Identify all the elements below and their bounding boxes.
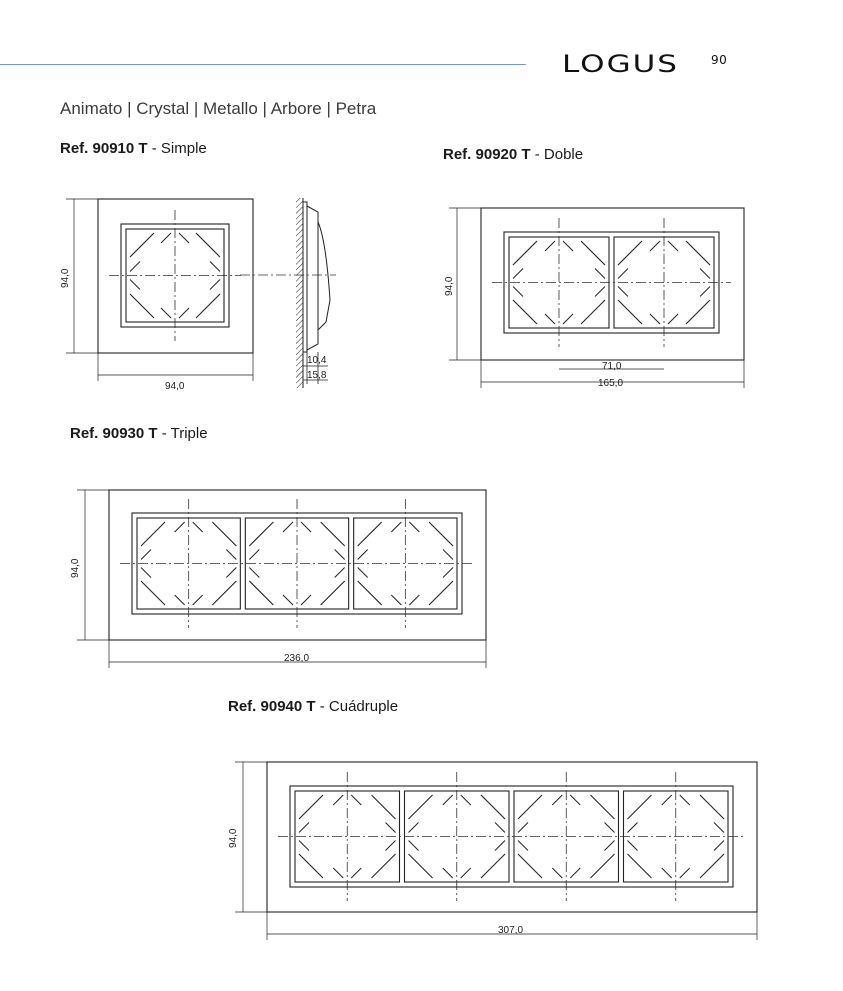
logo-superscript: 90 — [711, 53, 728, 67]
module-clip — [545, 241, 555, 251]
module-clip — [301, 522, 311, 532]
module-chamfer — [249, 581, 273, 605]
module-clip — [351, 868, 361, 878]
module-clip — [595, 269, 605, 279]
module-clip — [552, 868, 562, 878]
ref-code: Ref. 90940 T — [228, 698, 316, 715]
module-clip — [409, 823, 419, 833]
module-clip — [714, 823, 724, 833]
module-clip — [495, 823, 505, 833]
module-clip — [130, 262, 140, 272]
module-clip — [335, 550, 345, 560]
module-chamfer — [591, 795, 615, 819]
module-clip — [226, 550, 236, 560]
product-name: Triple — [170, 425, 208, 442]
doble-height-label: 94,0 — [444, 276, 455, 296]
module-chamfer — [628, 795, 652, 819]
cuadruple-height-label: 94,0 — [228, 828, 239, 848]
module-clip — [461, 795, 471, 805]
module-chamfer — [481, 854, 505, 878]
module-chamfer — [130, 294, 154, 318]
side-depth-1-label: 10,4 — [307, 355, 327, 366]
ref-separator: - — [315, 698, 329, 715]
module-clip — [461, 868, 471, 878]
module-chamfer — [700, 854, 724, 878]
module-chamfer — [513, 300, 537, 324]
frame-cuadruple-drawing — [235, 762, 757, 940]
module-clip — [210, 262, 220, 272]
module-clip — [391, 595, 401, 605]
module-clip — [570, 795, 580, 805]
module-chamfer — [481, 795, 505, 819]
module-clip — [210, 280, 220, 290]
module-chamfer — [429, 522, 453, 546]
module-chamfer — [591, 854, 615, 878]
module-clip — [179, 233, 189, 243]
frame-simple-drawing — [66, 199, 253, 381]
module-clip — [700, 287, 710, 297]
module-chamfer — [372, 795, 396, 819]
module-clip — [358, 568, 368, 578]
module-clip — [249, 550, 259, 560]
logo-wordmark: LOGUS — [562, 50, 679, 79]
module-chamfer — [358, 522, 382, 546]
module-chamfer — [409, 854, 433, 878]
module-clip — [443, 795, 453, 805]
module-chamfer — [249, 522, 273, 546]
module-chamfer — [686, 300, 710, 324]
module-clip — [351, 795, 361, 805]
side-view-drawing — [240, 198, 336, 388]
module-clip — [409, 595, 419, 605]
module-clip — [518, 823, 528, 833]
module-clip — [409, 522, 419, 532]
module-clip — [193, 522, 203, 532]
simple-width-label: 94,0 — [165, 381, 185, 392]
module-clip — [443, 568, 453, 578]
module-clip — [226, 568, 236, 578]
module-clip — [443, 550, 453, 560]
frame-outer — [481, 208, 744, 360]
module-clip — [161, 308, 171, 318]
module-clip — [179, 308, 189, 318]
module-chamfer — [429, 581, 453, 605]
module-chamfer — [618, 300, 642, 324]
product-name: Simple — [160, 140, 207, 157]
module-clip — [605, 841, 615, 851]
ref-code: Ref. 90910 T — [60, 140, 148, 157]
module-clip — [130, 280, 140, 290]
module-clip — [680, 868, 690, 878]
ref-code: Ref. 90930 T — [70, 425, 158, 442]
module-clip — [358, 550, 368, 560]
module-chamfer — [321, 522, 345, 546]
triple-width-label: 236,0 — [284, 653, 310, 664]
doble-pitch-label: 71,0 — [602, 361, 622, 372]
module-clip — [283, 595, 293, 605]
frame-outer — [267, 762, 757, 912]
module-clip — [299, 823, 309, 833]
module-clip — [175, 595, 185, 605]
simple-height-label: 94,0 — [60, 268, 71, 288]
module-clip — [700, 269, 710, 279]
cuadruple-width-label: 307,0 — [498, 925, 524, 936]
module-chamfer — [196, 233, 220, 257]
module-chamfer — [581, 241, 605, 265]
module-chamfer — [581, 300, 605, 324]
module-clip — [141, 550, 151, 560]
module-clip — [495, 841, 505, 851]
module-chamfer — [686, 241, 710, 265]
module-clip — [545, 314, 555, 324]
ref-code: Ref. 90920 T — [443, 146, 531, 163]
module-clip — [386, 823, 396, 833]
module-chamfer — [518, 795, 542, 819]
module-clip — [141, 568, 151, 578]
module-clip — [618, 287, 628, 297]
module-chamfer — [372, 854, 396, 878]
module-clip — [628, 841, 638, 851]
product-name: Doble — [543, 146, 584, 163]
module-clip — [563, 241, 573, 251]
module-chamfer — [628, 854, 652, 878]
doble-width-label: 165,0 — [598, 378, 624, 389]
module-clip — [161, 233, 171, 243]
module-clip — [662, 868, 672, 878]
module-clip — [552, 795, 562, 805]
module-clip — [662, 795, 672, 805]
module-clip — [193, 595, 203, 605]
module-chamfer — [212, 522, 236, 546]
module-clip — [386, 841, 396, 851]
module-clip — [391, 522, 401, 532]
module-clip — [650, 241, 660, 251]
module-clip — [570, 868, 580, 878]
module-chamfer — [409, 795, 433, 819]
ref-separator: - — [530, 146, 544, 163]
module-clip — [335, 568, 345, 578]
module-chamfer — [700, 795, 724, 819]
module-chamfer — [299, 795, 323, 819]
module-clip — [443, 868, 453, 878]
module-chamfer — [130, 233, 154, 257]
module-clip — [333, 868, 343, 878]
module-chamfer — [358, 581, 382, 605]
module-clip — [714, 841, 724, 851]
module-clip — [595, 287, 605, 297]
ref-separator: - — [147, 140, 161, 157]
module-chamfer — [141, 581, 165, 605]
module-clip — [668, 241, 678, 251]
module-chamfer — [196, 294, 220, 318]
module-clip — [175, 522, 185, 532]
ref-separator: - — [157, 425, 171, 442]
module-chamfer — [299, 854, 323, 878]
module-clip — [333, 795, 343, 805]
module-chamfer — [141, 522, 165, 546]
module-clip — [409, 841, 419, 851]
module-chamfer — [321, 581, 345, 605]
module-clip — [563, 314, 573, 324]
product-name: Cuádruple — [328, 698, 399, 715]
module-clip — [283, 522, 293, 532]
module-clip — [518, 841, 528, 851]
module-clip — [618, 269, 628, 279]
module-clip — [628, 823, 638, 833]
module-clip — [513, 269, 523, 279]
module-chamfer — [618, 241, 642, 265]
frame-triple-drawing — [77, 490, 486, 668]
module-chamfer — [212, 581, 236, 605]
module-chamfer — [518, 854, 542, 878]
module-clip — [249, 568, 259, 578]
module-clip — [513, 287, 523, 297]
module-clip — [650, 314, 660, 324]
module-clip — [680, 795, 690, 805]
module-clip — [299, 841, 309, 851]
module-clip — [301, 595, 311, 605]
module-clip — [668, 314, 678, 324]
module-clip — [605, 823, 615, 833]
module-chamfer — [513, 241, 537, 265]
frame-doble-drawing — [449, 208, 744, 388]
side-depth-2-label: 15,8 — [307, 370, 327, 381]
triple-height-label: 94,0 — [70, 558, 81, 578]
finishes-list: Animato | Crystal | Metallo | Arbore | Petra — [60, 99, 377, 118]
